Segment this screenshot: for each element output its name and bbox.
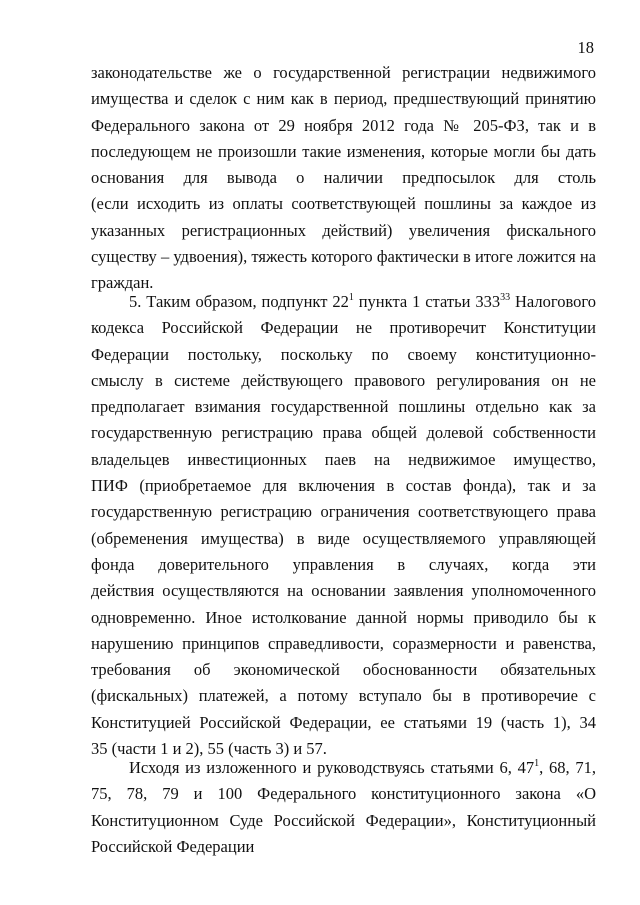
superscript: 1	[348, 292, 354, 303]
text-line: Федерального закона от 29 ноября 2012 года № 205-ФЗ, так и в	[91, 115, 596, 135]
text-line: Конституцией Российской Федерации, ее статьями 19 (часть 1), 34	[91, 712, 596, 732]
text-line: фонда доверительного управления в случаях, когда эти	[91, 554, 596, 574]
text-line: (обременения имущества) в виде осуществляемого управляющей	[91, 528, 596, 548]
text-line: указанных регистрационных действий) увеличения фискального	[91, 220, 596, 240]
text-line: Конституционном Суде Российской Федерации», Конституционный	[91, 810, 596, 830]
text-line: требования об экономической обоснованности обязательных	[91, 660, 596, 680]
text-line: одновременно. Иное истолкование данной нормы приводило бы к	[91, 607, 596, 627]
text-line: владельцев инвестиционных паев на недвижимое имущество,	[91, 449, 596, 469]
superscript: 1	[534, 758, 540, 769]
text-line: предполагает взимания государственной пошлины отдельно как за	[91, 397, 596, 417]
superscript: 33	[500, 292, 511, 303]
page-number: 18	[577, 38, 594, 57]
text-line: смыслу в системе действующего правового регулирования он не	[91, 370, 596, 390]
text-line: 75, 78, 79 и 100 Федерального конституционного закона «О	[91, 784, 596, 804]
text-line: основания для вывода о наличии предпосылок для столь	[91, 168, 596, 188]
text-line: государственную регистрацию права общей долевой собственности	[91, 423, 596, 443]
paragraph-1	[91, 60, 596, 297]
text-line: Российской Федерации	[91, 836, 255, 856]
text-line: Федерации постольку, поскольку по своему конституционно-	[91, 344, 596, 364]
text-line: 35 (части 1 и 2), 55 (часть 3) и 57.	[91, 739, 327, 759]
text-line: законодательстве же о государственной регистрации недвижимого	[91, 63, 596, 82]
text-line: (если исходить из оплаты соответствующей пошлины за каждое из	[91, 194, 596, 214]
paragraph-2	[91, 289, 596, 762]
text-line: 5. Таким образом, подпункт $22^1$ пункта 1 статьи $333^{33}$ Налогового	[129, 292, 596, 311]
text-line: государственную регистрацию ограничения соответствующего права	[91, 502, 596, 522]
paragraph-3	[91, 755, 596, 860]
text-line: существу – удвоения), тяжесть которого фактически в итоге ложится на	[91, 247, 596, 267]
text-line: действия осуществляются на основании заявления уполномоченного	[91, 581, 596, 601]
text-line: (фискальных) платежей, а потому вступало бы в противоречие с	[91, 686, 596, 706]
text-line: ПИФ (приобретаемое для включения в состав фонда), так и за	[91, 476, 596, 496]
text-line: имущества и сделок с ним как в период, предшествующий принятию	[91, 89, 596, 109]
text-line: последующем не произошли такие изменения, которые могли бы дать	[91, 141, 596, 161]
text-line: нарушению принципов справедливости, соразмерности и равенства,	[91, 633, 596, 653]
text-line: граждан.	[91, 273, 154, 293]
text-line: Исходя из изложенного и руководствуясь статьями 6, $47^1$, 68, 71,	[129, 758, 596, 777]
text-line: кодекса Российской Федерации не противоречит Конституции	[91, 318, 596, 338]
